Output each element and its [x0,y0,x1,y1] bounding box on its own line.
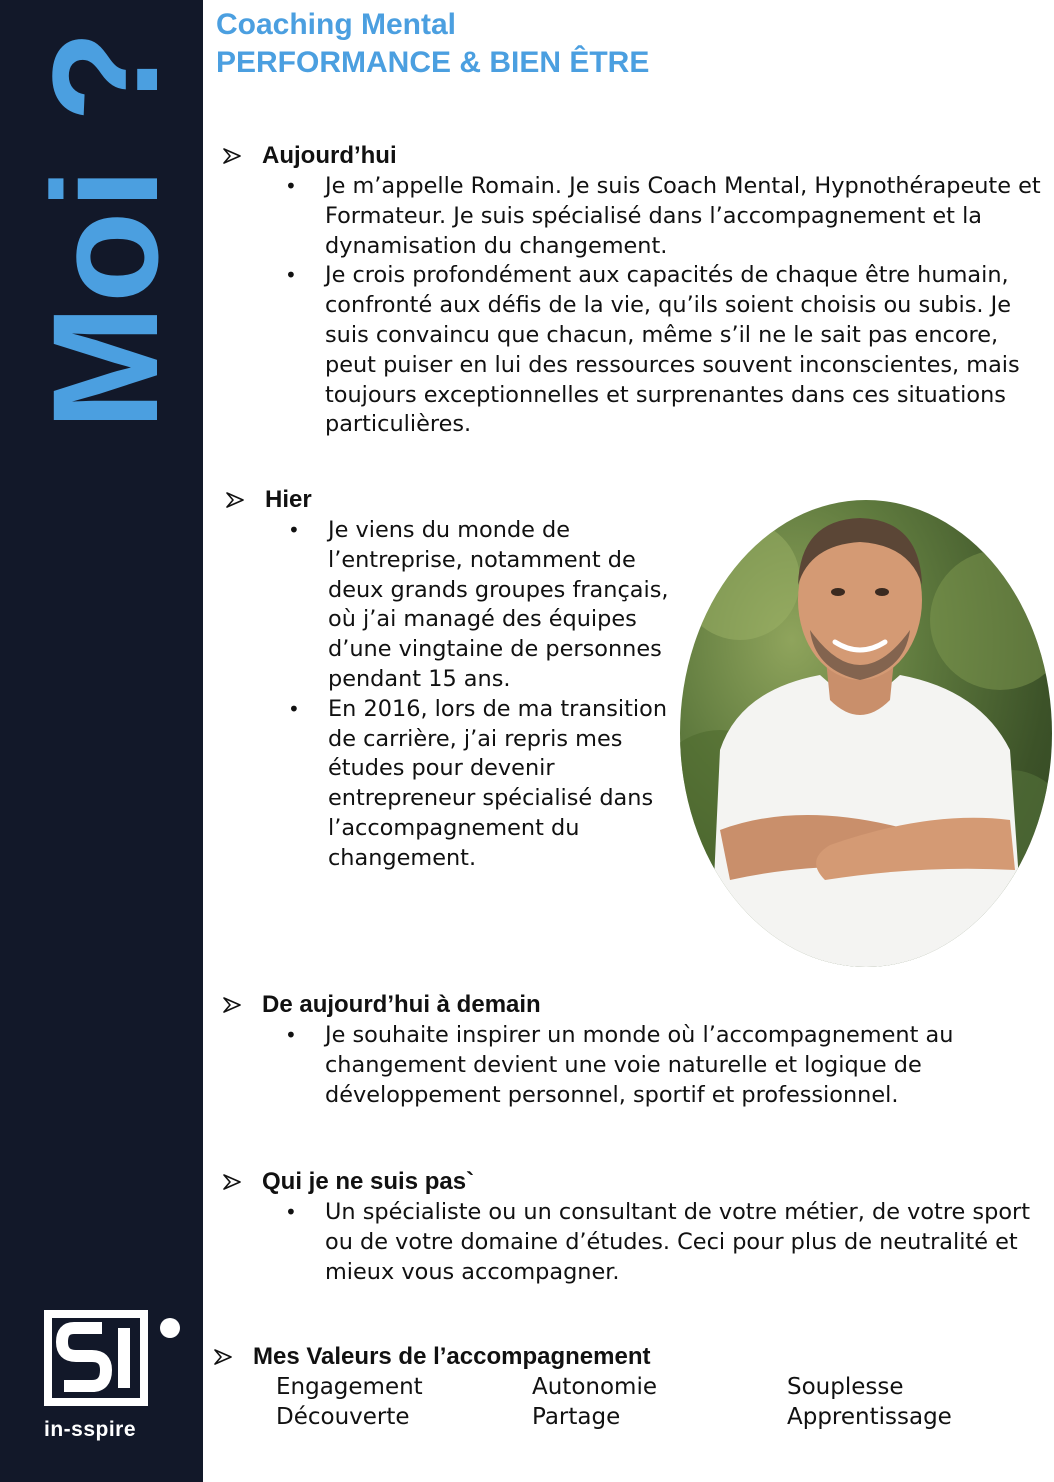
section-title: De aujourd’hui à demain [262,991,541,1018]
arrow-bullet-icon [222,1174,242,1190]
value-item: Partage [532,1404,621,1430]
section-list [222,1198,1048,1287]
section-heading [222,142,1048,170]
list-item: • Je crois profondément aux capacités de chaque être humain, confronté aux défis de la vie, qu’ils soient choisis ou subis. Je suis convaincu que chacun, même s’il ne le sait pas encore, peut puiser en lui des ressources souvent inconscientes, mais toujours exceptionnelles et surprenantes dans ces situations particulières. [263,261,1048,440]
value-item: Engagement [276,1374,423,1400]
list-item: • Je m’appelle Romain. Je suis Coach Mental, Hypnothérapeute et Formateur. Je suis spécialisé dans l’accompagnement et la dynamisation du changement. [263,172,1048,261]
arrow-bullet-icon [225,492,245,508]
logo-dot [160,1318,180,1338]
value-item: Apprentissage [787,1404,952,1430]
header-subtitle: PERFORMANCE & BIEN ÊTRE [216,46,650,79]
value-item: Souplesse [787,1374,904,1400]
section-title: Mes Valeurs de l’accompagnement [253,1343,651,1370]
header-title: Coaching Mental [216,8,457,41]
arrow-bullet-icon [222,148,242,164]
section-demain [222,991,1048,1110]
section-title: Qui je ne suis pas` [262,1168,475,1195]
portrait-photo [680,500,1052,967]
logo-text: in-sspire [44,1418,137,1441]
section-list [225,516,685,874]
value-item: Autonomie [532,1374,657,1400]
arrow-bullet-icon [213,1349,233,1365]
section-title: Aujourd’hui [262,142,397,169]
list-item: • Je souhaite inspirer un monde où l’accompagnement au changement devient une voie naturelle et logique de développement personnel, sportif et professionnel. [263,1021,1048,1110]
section-heading [222,1168,1048,1196]
section-aujourdhui [222,142,1048,440]
portrait-illustration [680,500,1052,967]
list-item: • Un spécialiste ou un consultant de votre métier, de votre sport ou de votre domaine d’études. Ceci pour plus de neutralité et mieux vous accompagner. [263,1198,1048,1287]
values-grid [276,1372,1016,1432]
value-item: Découverte [276,1404,410,1430]
sidebar-title: Moi ? [21,28,189,430]
section-qui-je-ne-suis-pas [222,1168,1048,1287]
section-list [222,172,1048,440]
section-list [222,1021,1048,1110]
arrow-bullet-icon [222,997,242,1013]
section-heading [213,1343,1043,1371]
logo-mark [44,1310,148,1406]
section-valeurs [213,1343,1043,1371]
section-heading [222,991,1048,1019]
section-title: Hier [265,486,312,513]
sidebar [0,0,203,1482]
list-item: • En 2016, lors de ma transition de carrière, j’ai repris mes études pour devenir entrepreneur spécialisé dans l’accompagnement du changement. [266,695,685,874]
list-item: • Je viens du monde de l’entreprise, notamment de deux grands groupes français, où j’ai managé des équipes d’une vingtaine de personnes pendant 15 ans. [266,516,685,695]
section-hier [225,486,685,874]
section-heading [225,486,685,514]
logo [44,1310,184,1450]
logo-s-icon [52,1318,140,1398]
